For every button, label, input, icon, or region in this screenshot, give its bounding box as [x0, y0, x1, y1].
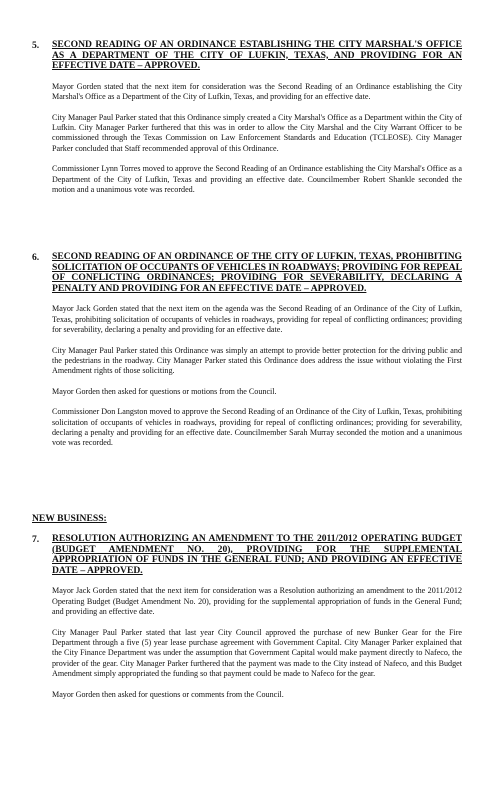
item-number: 5.	[32, 40, 40, 51]
item-heading: SECOND READING OF AN ORDINANCE ESTABLISHING THE CITY MARSHAL'S OFFICE AS A DEPARTMENT OF THE CITY OF LUFKIN, TEXAS, AND PROVIDING FOR AN EFFECTIVE DATE – APPROVED.	[52, 39, 462, 72]
item-paragraph: Mayor Jack Gorden stated that the next item on the agenda was the Second Reading of an Ordinance of the City of Lufkin, Texas, prohibiting solicitation of occupants of vehicles in roadways, providing for repeal of conflicting ordinances; providing for severability, declaring a penalty and providing for an effective date.	[52, 304, 462, 335]
item-paragraph: Mayor Jack Gorden stated that the next item for consideration was a Resolution authorizing an amendment to the 2011/2012 Operating Budget (Budget Amendment No. 20), providing for the supplemental appropriation of funds in the General Fund; and providing an effective date.	[52, 586, 462, 617]
agenda-item-7	[32, 534, 462, 700]
item-paragraph: Mayor Gorden then asked for questions or motions from the Council.	[52, 386, 277, 396]
item-paragraph: Mayor Gorden then asked for questions or comments from the Council.	[52, 689, 284, 699]
agenda-item-6	[32, 252, 462, 449]
item-paragraph: City Manager Paul Parker stated that this Ordinance simply created a City Marshal's Office as a Department within the City of Lufkin. City Manager Parker furthered that this was in order to allow the City Marshal and the City Warrant Officer to be commissioned through the Texas Commission on Law Enforcement Standards and Education (TCLEOSE). City Manager Parker concluded that Staff recommended approval of this Ordinance.	[52, 112, 462, 153]
item-paragraph: Commissioner Lynn Torres moved to approve the Second Reading of an Ordinance establishing the City Marshal's Office as a Department of the City of Lufkin, Texas and providing an effective date. Councilmember Robert Shankle seconded the motion and a unanimous vote was recorded.	[52, 164, 462, 195]
item-paragraph: Mayor Gorden stated that the next item for consideration was the Second Reading of an Ordinance establishing the City Marshal's Office as a Department of the City of Lufkin, Texas, and providing for an effective date.	[52, 81, 462, 102]
item-paragraph: City Manager Paul Parker stated that last year City Council approved the purchase of new Bunker Gear for the Fire Department through a five (5) year lease purchase agreement with Government Capital. City Manager Parker explained that the City Finance Department was under the assumption that Government Capital would make payment directly to Nafeco, the provider of the gear. City Manager Parker furthered that the payment was made to the City instead of Nafeco, and this Budget Amendment simply appropriated the funding so that payment could be made to Nafeco for the gear.	[52, 627, 462, 679]
item-number: 7.	[32, 534, 40, 545]
item-paragraph: City Manager Paul Parker stated this Ordinance was simply an attempt to provide better protection for the driving public and the pedestrians in the roadway. City Manager Parker stated this Ordinance does address the issue without violating the First Amendment rights of those soliciting.	[52, 345, 462, 376]
item-number: 6.	[32, 252, 40, 263]
item-heading: RESOLUTION AUTHORIZING AN AMENDMENT TO THE 2011/2012 OPERATING BUDGET (BUDGET AMENDMENT NO. 20), PROVIDING FOR THE SUPPLEMENTAL APPROPRIATION OF FUNDS IN THE GENERAL FUND; AND PROVIDING AN EFFECTIVE DATE – APPROVED.	[52, 533, 462, 576]
item-paragraph: Commissioner Don Langston moved to approve the Second Reading of an Ordinance of the City of Lufkin, Texas, prohibiting solicitation of occupants of vehicles in roadways, providing for repeal of conflicting ordinances; providing for severability, declaring a penalty and providing for an effective date. Councilmember Sarah Murray seconded the motion and a unanimous vote was recorded.	[52, 407, 462, 448]
agenda-item-5	[32, 40, 462, 195]
new-business-heading: NEW BUSINESS:	[32, 513, 107, 524]
item-heading: SECOND READING OF AN ORDINANCE OF THE CITY OF LUFKIN, TEXAS, PROHIBITING SOLICITATION OF OCCUPANTS OF VEHICLES IN ROADWAYS; PROVIDING FOR REPEAL OF CONFLICTING ORDINANCES; PROVIDING FOR SEVERABILITY, DECLARING A PENALTY AND PROVIDING FOR AN EFFECTIVE DATE – APPROVED.	[52, 251, 463, 294]
